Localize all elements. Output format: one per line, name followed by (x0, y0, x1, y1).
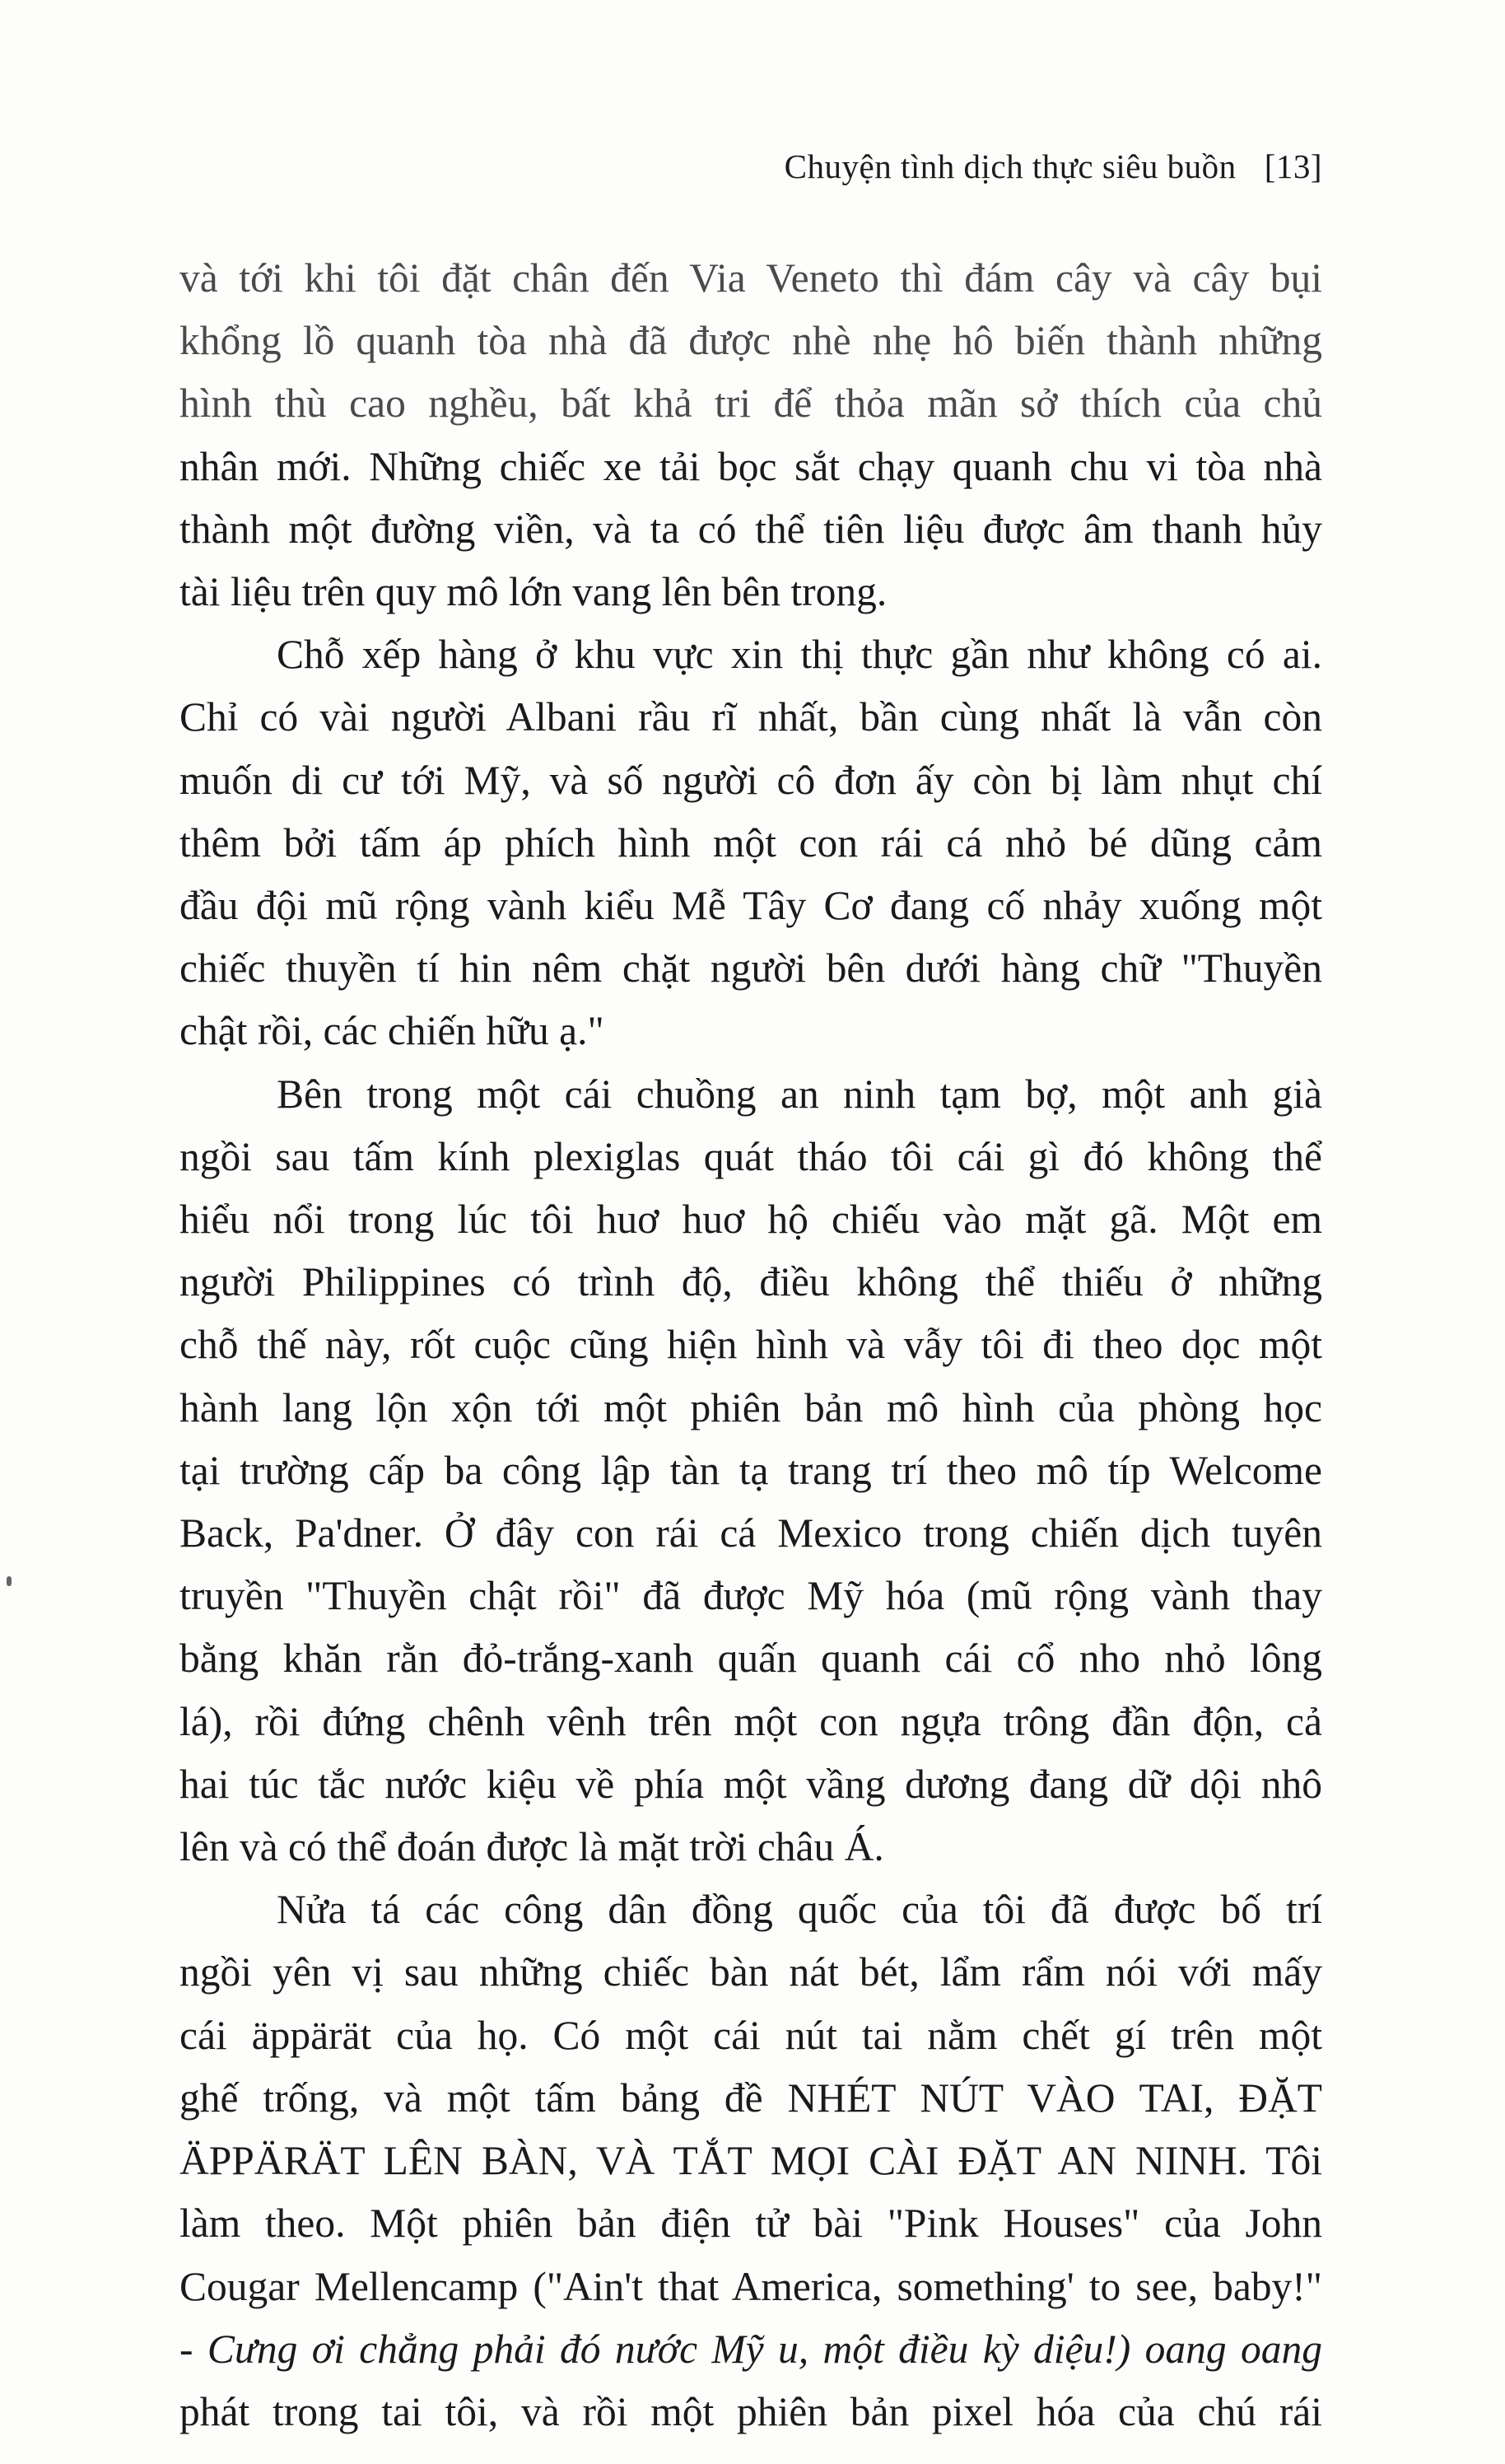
text-line: bằng khăn rằn đỏ-trắng-xanh quấn quanh cái cổ nho nhỏ lông (179, 1636, 1322, 1682)
paragraph-1 (179, 247, 1322, 623)
text-line: khổng lồ quanh tòa nhà đã được nhè nhẹ hô biến thành những (179, 318, 1322, 364)
text-line: ÄPPÄRÄT LÊN BÀN, VÀ TẮT MỌI CÀI ĐẶT AN NINH. Tôi (179, 2138, 1322, 2184)
text-line: Nửa tá các công dân đồng quốc của tôi đã được bố trí (277, 1887, 1322, 1933)
text-line: truyền "Thuyền chật rồi" đã được Mỹ hóa (mũ rộng vành thay (179, 1573, 1322, 1619)
text-line: ngồi yên vị sau những chiếc bàn nát bét, lẩm rẩm nói với mấy (179, 1949, 1322, 1995)
text-line: hiểu nổi trong lúc tôi huơ huơ hộ chiếu vào mặt gã. Một em (179, 1197, 1322, 1243)
text-line: chật rồi, các chiến hữu ạ." (179, 1008, 604, 1054)
paragraph-2 (179, 623, 1322, 1062)
text-line: lá), rồi đứng chênh vênh trên một con ngựa trông đần độn, cả (179, 1698, 1322, 1744)
text-line: Bên trong một cái chuồng an ninh tạm bợ, một anh già (277, 1071, 1322, 1117)
text-line: hình thù cao nghều, bất khả tri để thỏa mãn sở thích của chủ (179, 380, 1322, 427)
text-line: và tới khi tôi đặt chân đến Via Veneto thì đám cây và cây bụi (179, 255, 1322, 301)
text-line: làm theo. Một phiên bản điện tử bài "Pink Houses" của John (179, 2200, 1322, 2247)
text-line: tài liệu trên quy mô lớn vang lên bên trong. (179, 569, 888, 615)
text-line: cái äppärät của họ. Có một cái nút tai nằm chết gí trên một (179, 2012, 1322, 2058)
text-line: hành lang lộn xộn tới một phiên bản mô hình của phòng học (179, 1384, 1322, 1430)
book-title: Chuyện tình dịch thực siêu buồn (784, 147, 1237, 185)
text-line: muốn di cư tới Mỹ, và số người cô đơn ấy còn bị làm nhụt chí (179, 757, 1322, 803)
text-line: Back, Pa'dner. Ở đây con rái cá Mexico trong chiến dịch tuyên (179, 1510, 1322, 1556)
text-line: chiếc thuyền tí hin nêm chặt người bên dưới hàng chữ "Thuyền (179, 945, 1322, 992)
text-line: nhân mới. Những chiếc xe tải bọc sắt chạy quanh chu vi tòa nhà (179, 443, 1322, 489)
text-line: ghế trống, và một tấm bảng đề NHÉT NÚT VÀO TAI, ĐẶT (179, 2074, 1322, 2121)
text-line: tại trường cấp ba công lập tàn tạ trang trí theo mô típ Welcome (179, 1447, 1322, 1493)
text-line: phát trong tai tôi, và rồi một phiên bản pixel hóa của chú rái (179, 2388, 1322, 2434)
text-line: Cougar Mellencamp ("Ain't that America, something' to see, baby!" (179, 2263, 1322, 2309)
text-line: lên và có thể đoán được là mặt trời châu Á. (179, 1824, 884, 1870)
running-header (785, 147, 1322, 186)
text-line: Chỉ có vài người Albani rầu rĩ nhất, bần cùng nhất là vẫn còn (179, 694, 1322, 740)
text-line: thành một đường viền, và ta có thể tiên liệu được âm thanh hủy (179, 506, 1322, 552)
text-line: hai túc tắc nước kiệu về phía một vầng dương đang dữ dội nhô (179, 1761, 1322, 1807)
text-line: Chỗ xếp hàng ở khu vực xin thị thực gần như không có ai. (277, 632, 1322, 678)
paragraph-4 (179, 1878, 1322, 2443)
text-line: thêm bởi tấm áp phích hình một con rái cá nhỏ bé dũng cảm (179, 819, 1322, 866)
text-line: người Philippines có trình độ, điều không thể thiếu ở những (179, 1259, 1322, 1305)
text-line: đầu đội mũ rộng vành kiểu Mễ Tây Cơ đang cố nhảy xuống một (179, 883, 1322, 929)
text-line: ngồi sau tấm kính plexiglas quát tháo tôi cái gì đó không thể (179, 1133, 1322, 1179)
page-number: [13] (1264, 147, 1322, 185)
scan-mark (7, 1576, 12, 1586)
text-line-italic: - Cưng ơi chẳng phải đó nước Mỹ u, một điều kỳ diệu!) oang oang (179, 2326, 1322, 2372)
text-line: chỗ thế này, rốt cuộc cũng hiện hình và vẫy tôi đi theo dọc một (179, 1322, 1322, 1368)
body-text (179, 247, 1322, 2443)
paragraph-3 (179, 1063, 1322, 1879)
